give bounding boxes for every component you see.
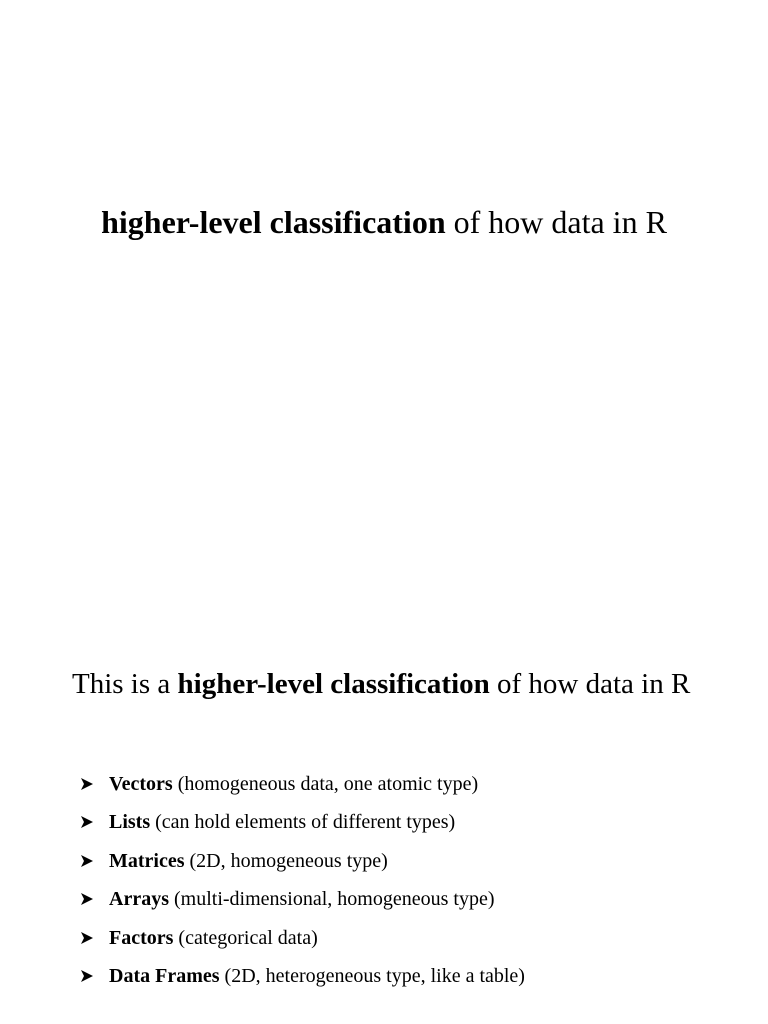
list-item-term: Vectors xyxy=(109,773,173,795)
list-item-desc: (categorical data) xyxy=(173,926,318,949)
arrowhead-bullet-icon xyxy=(80,892,94,906)
list-item-desc: (can hold elements of different types) xyxy=(150,811,456,834)
arrowhead-bullet-icon xyxy=(80,815,94,829)
title-bold: higher-level classification xyxy=(101,204,446,240)
arrowhead-bullet-icon xyxy=(80,854,94,868)
list-item-desc: (2D, heterogeneous type, like a table) xyxy=(219,964,525,987)
intro-line xyxy=(72,662,690,706)
arrowhead-bullet-icon xyxy=(80,931,94,945)
list-item-desc: (homogeneous data, one atomic type) xyxy=(172,773,479,795)
intro-prefix: This is a xyxy=(72,668,178,700)
title-rest: of how data in R xyxy=(445,204,667,240)
arrowhead-bullet-icon xyxy=(80,969,94,983)
list-item-term: Data Frames xyxy=(109,964,220,987)
list-item-desc: (2D, homogeneous type) xyxy=(184,849,388,872)
list-item-desc: (multi-dimensional, homogeneous type) xyxy=(168,888,495,911)
intro-suffix: of how data in R xyxy=(489,668,691,700)
page-title xyxy=(0,200,768,244)
list-item-term: Arrays xyxy=(109,888,169,911)
list-item-term: Lists xyxy=(109,811,151,834)
arrowhead-bullet-icon xyxy=(80,777,94,791)
list-item-term: Factors xyxy=(109,926,174,949)
intro-bold: higher-level classification xyxy=(177,668,490,700)
list-item-term: Matrices xyxy=(109,849,185,872)
